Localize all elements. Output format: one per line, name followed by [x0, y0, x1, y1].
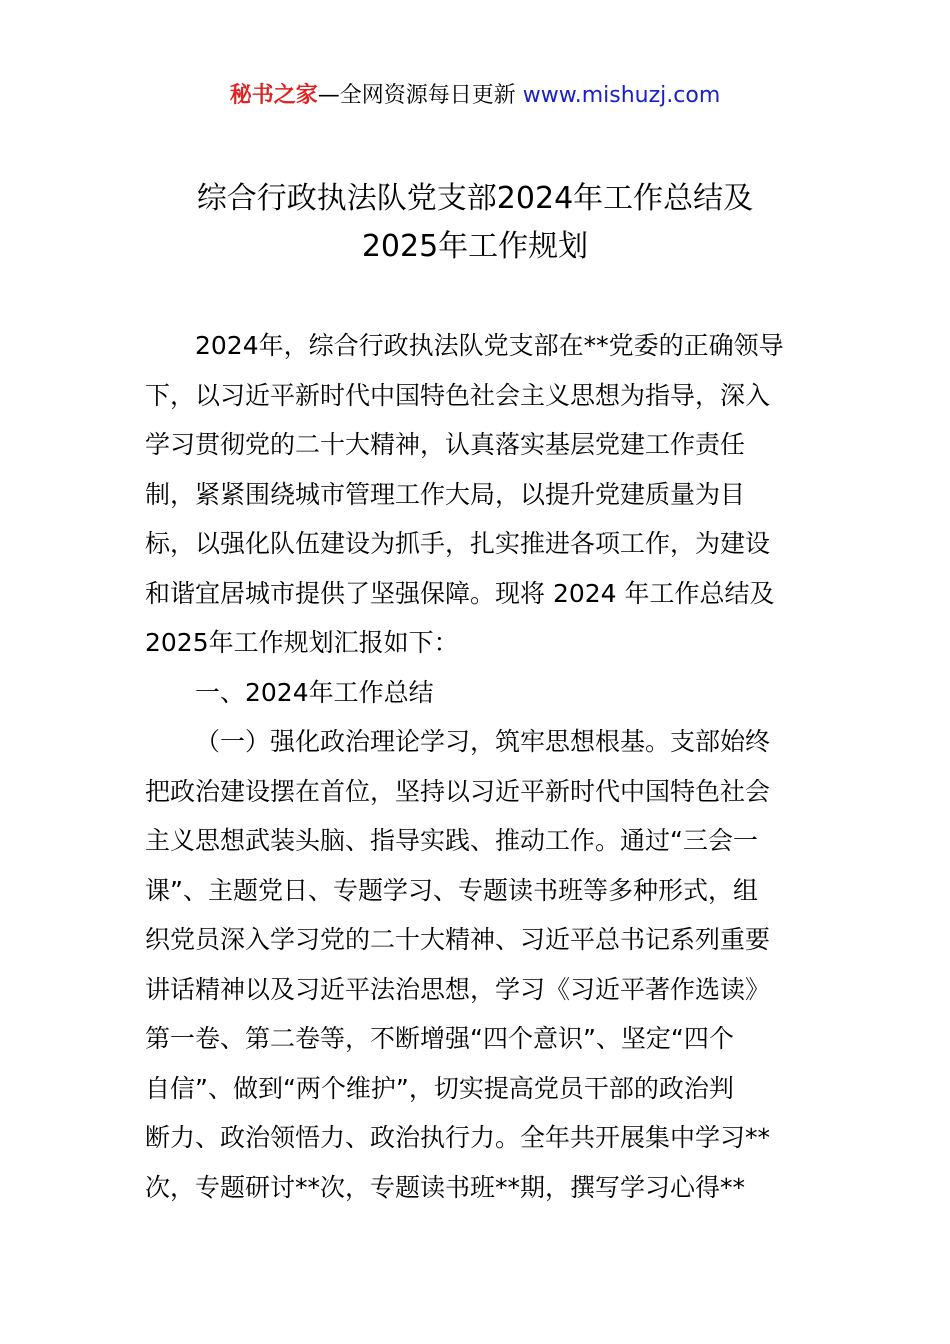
site-url-link[interactable]: www.mishuzj.com — [522, 83, 721, 108]
paragraph-line: 课”、主题党日、专题学习、专题读书班等多种形式，组 — [145, 875, 758, 905]
paragraph-line: 自信”、做到“两个维护”，切实提高党员干部的政治判 — [145, 1073, 734, 1103]
site-brand: 秘书之家 — [229, 83, 318, 108]
paragraph-line: 讲话精神以及习近平法治思想，学习《习近平著作选读》 — [145, 974, 771, 1004]
paragraph-line: 断力、政治领悟力、政治执行力。全年共开展集中学习** — [145, 1123, 771, 1152]
paragraph-line: 标，以强化队伍建设为抓手，扎实推进各项工作，为建设 — [145, 529, 771, 558]
section-paragraph — [145, 717, 807, 1212]
paragraph-line: （一）强化政治理论学习，筑牢思想根基。支部始终 — [195, 727, 771, 756]
document-title-line-2: 2025年工作规划 — [361, 229, 589, 264]
document-title — [0, 175, 950, 271]
paragraph-line: 制，紧紧围绕城市管理工作大局，以提升党建质量为目 — [145, 479, 746, 509]
paragraph-line: 学习贯彻党的二十大精神，认真落实基层党建工作责任 — [145, 430, 746, 459]
paragraph-line: 2024年，综合行政执法队党支部在**党委的正确领导 — [195, 331, 784, 360]
paragraph-line: 和谐宜居城市提供了坚强保障。现将 2024 年工作总结及 — [145, 578, 775, 608]
paragraph-line: 第一卷、第二卷等，不断增强“四个意识”、坚定“四个 — [145, 1024, 734, 1053]
paragraph-line: 织党员深入学习党的二十大精神、习近平总书记系列重要 — [145, 925, 771, 954]
document-title-line-1: 综合行政执法队党支部2024年工作总结及 — [196, 181, 754, 216]
site-tagline: —全网资源每日更新 — [317, 83, 523, 108]
paragraph-line: 把政治建设摆在首位，坚持以习近平新时代中国特色社会 — [145, 776, 771, 806]
paragraph-line: 下，以习近平新时代中国特色社会主义思想为指导，深入 — [145, 380, 771, 410]
document-body — [145, 321, 807, 1212]
paragraph-line: 主义思想武装头脑、指导实践、推动工作。通过“三会一 — [145, 826, 758, 855]
intro-paragraph — [145, 321, 807, 668]
paragraph-line: 2025年工作规划汇报如下： — [145, 628, 459, 657]
paragraph-line: 次，专题研讨**次，专题读书班**期，撰写学习心得** — [145, 1172, 746, 1202]
site-header — [0, 80, 950, 112]
section-heading: 一、2024年工作总结 — [195, 677, 434, 707]
